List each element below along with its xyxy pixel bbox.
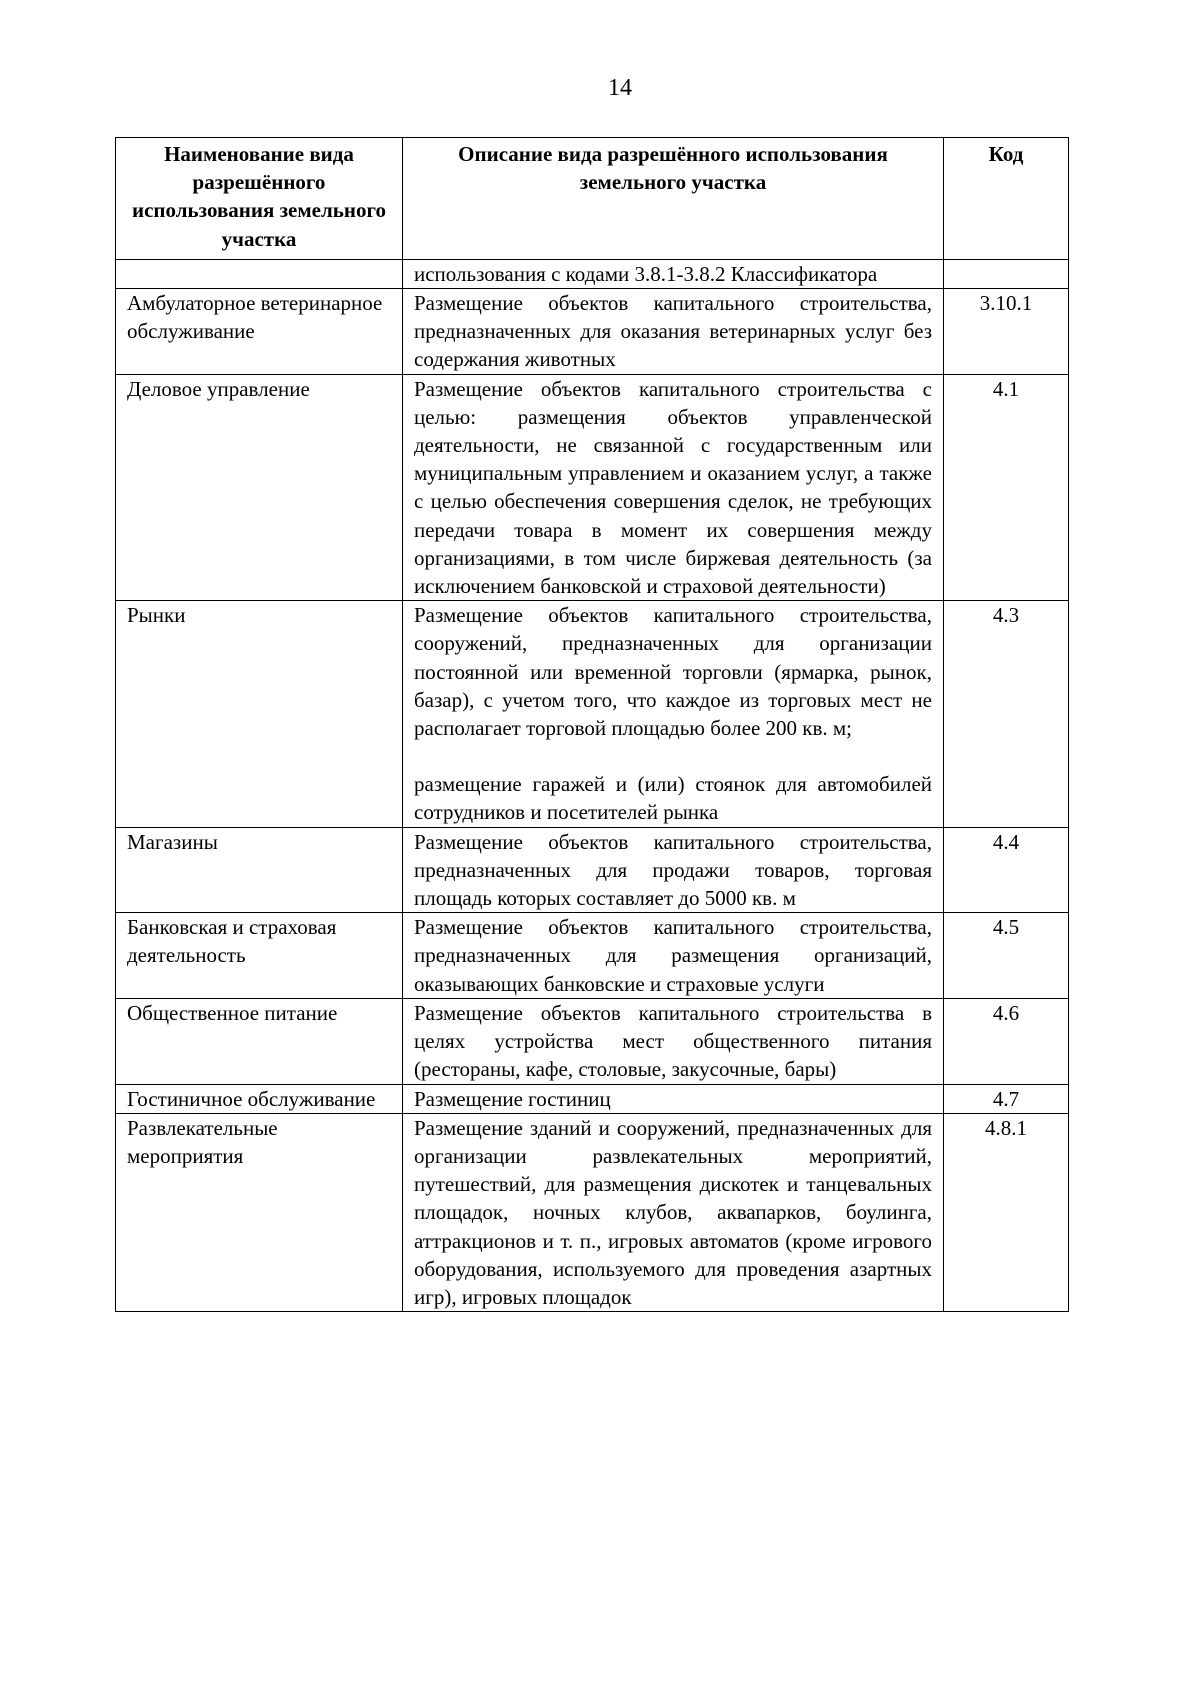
row-code: 4.5 [944, 913, 1069, 999]
row-name: Банковская и страховая деятельность [116, 913, 403, 999]
table-row [116, 601, 1069, 827]
row-code: 4.8.1 [944, 1113, 1069, 1311]
row-code [944, 259, 1069, 288]
row-code: 4.4 [944, 827, 1069, 913]
table-row [116, 259, 1069, 288]
header-name: Наименование вида разрешённого использования земельного участка [116, 138, 403, 260]
row-description-part-2: размещение гаражей и (или) стоянок для автомобилей сотрудников и посетителей рынка [414, 772, 932, 825]
row-name: Деловое управление [116, 374, 403, 601]
row-description: Размещение объектов капитального строительства, предназначенных для продажи товаров, торговая площадь которых составляет до 5000 кв. м [403, 827, 944, 913]
row-code: 4.1 [944, 374, 1069, 601]
table-row [116, 998, 1069, 1084]
header-description: Описание вида разрешённого использования земельного участка [403, 138, 944, 260]
table-row [116, 1113, 1069, 1311]
table-row [116, 827, 1069, 913]
row-description: Размещение объектов капитального строительства, предназначенных для оказания ветеринарных услуг без содержания животных [403, 289, 944, 375]
table-row [116, 289, 1069, 375]
row-code: 4.6 [944, 998, 1069, 1084]
row-code: 4.3 [944, 601, 1069, 827]
row-name: Магазины [116, 827, 403, 913]
header-code: Код [944, 138, 1069, 260]
table-header-row [116, 138, 1069, 260]
row-code: 3.10.1 [944, 289, 1069, 375]
row-name: Амбулаторное ветеринарное обслуживание [116, 289, 403, 375]
table-row [116, 1084, 1069, 1113]
row-code: 4.7 [944, 1084, 1069, 1113]
paragraph-gap [414, 742, 932, 770]
row-description-part-1: Размещение объектов капитального строительства, сооружений, предназначенных для организации постоянной или временной торговли (ярмарка, рынок, базар), с учетом того, что каждое из торговых мест не располагает торговой площадью более 200 кв. м; [414, 603, 932, 741]
row-description: Размещение гостиниц [403, 1084, 944, 1113]
land-use-table [115, 137, 1069, 1312]
row-description: использования с кодами 3.8.1-3.8.2 Классификатора [403, 259, 944, 288]
row-description: Размещение зданий и сооружений, предназначенных для организации развлекательных мероприятий, путешествий, для размещения дискотек и танцевальных площадок, ночных клубов, аквапарков, боулинга, аттракционов и т. п., игровых автоматов (кроме игрового оборудования, используемого для проведения азартных игр), игровых площадок [403, 1113, 944, 1311]
row-name: Общественное питание [116, 998, 403, 1084]
row-name: Рынки [116, 601, 403, 827]
table-row [116, 374, 1069, 601]
row-name [116, 259, 403, 288]
row-description: Размещение объектов капитального строительства с целью: размещения объектов управленческой деятельности, не связанной с государственным или муниципальным управлением и оказанием услуг, а также с целью обеспечения совершения сделок, не требующих передачи товара в момент их совершения между организациями, в том числе биржевая деятельность (за исключением банковской и страховой деятельности) [403, 374, 944, 601]
row-description: Размещение объектов капитального строительства, предназначенных для размещения организаций, оказывающих банковские и страховые услуги [403, 913, 944, 999]
row-description [403, 601, 944, 827]
row-description: Размещение объектов капитального строительства в целях устройства мест общественного питания (рестораны, кафе, столовые, закусочные, бары) [403, 998, 944, 1084]
page-number: 14 [608, 75, 632, 101]
table-row [116, 913, 1069, 999]
row-name: Гостиничное обслуживание [116, 1084, 403, 1113]
row-name: Развлекательные мероприятия [116, 1113, 403, 1311]
